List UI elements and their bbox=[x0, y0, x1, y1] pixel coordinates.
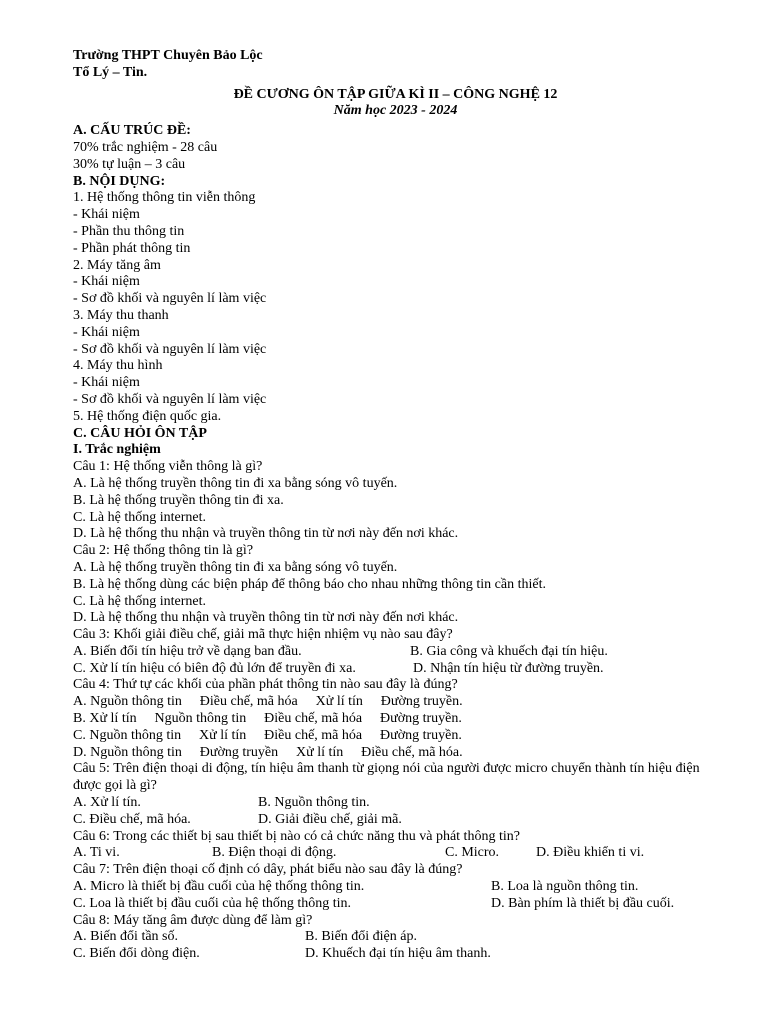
section-c-subheading: I. Trắc nghiệm bbox=[73, 442, 161, 458]
content-line: - Khái niệm bbox=[73, 324, 140, 340]
answer-option: B. Là hệ thống dùng các biện pháp để thông báo cho nhau những thông tin cần thiết. bbox=[73, 576, 546, 592]
answer-option: D. Điều khiển ti vi. bbox=[536, 845, 645, 861]
answer-option: A. Là hệ thống truyền thông tin đi xa bằng sóng vô tuyến. bbox=[73, 475, 398, 491]
answer-option: D. Khuếch đại tín hiệu âm thanh. bbox=[305, 946, 491, 962]
answer-option: D. Nhận tín hiệu từ đường truyền. bbox=[413, 660, 604, 676]
answer-option: A. Ti vi. bbox=[73, 845, 120, 861]
content-line: - Sơ đồ khối và nguyên lí làm việc bbox=[73, 391, 267, 407]
question-6: Câu 6: Trong các thiết bị sau thiết bị nào có cả chức năng thu và phát thông tin? bbox=[73, 828, 520, 844]
content-line: - Phần thu thông tin bbox=[73, 223, 185, 239]
answer-option: B. Gia công và khuếch đại tín hiệu. bbox=[410, 643, 608, 659]
question-5: Câu 5: Trên điện thoại di động, tín hiệu âm thanh từ giọng nói của người được micro chuyển thành tín hiệu điện được gọi là gì? bbox=[73, 761, 700, 794]
structure-line: 30% tự luận – 3 câu bbox=[73, 156, 186, 172]
question-2: Câu 2: Hệ thống thông tin là gì? bbox=[73, 543, 254, 559]
answer-option: B. Nguồn thông tin. bbox=[258, 795, 370, 811]
section-a-heading: A. CẤU TRÚC ĐỀ: bbox=[73, 123, 191, 139]
content-line: - Khái niệm bbox=[73, 207, 140, 223]
content-line: 3. Máy thu thanh bbox=[73, 307, 169, 323]
answer-option: A. Là hệ thống truyền thông tin đi xa bằng sóng vô tuyến. bbox=[73, 559, 398, 575]
content-line: 5. Hệ thống điện quốc gia. bbox=[73, 408, 222, 424]
answer-row bbox=[73, 845, 728, 862]
school-name: Trường THPT Chuyên Bảo Lộc bbox=[73, 48, 263, 63]
answer-option: B. Xử lí tín Nguồn thông tin Điều chế, mã hóa Đường truyền. bbox=[73, 711, 419, 727]
content-line: 4. Máy thu hình bbox=[73, 358, 163, 374]
question-1: Câu 1: Hệ thống viễn thông là gì? bbox=[73, 459, 263, 475]
department-name: Tổ Lý – Tin. bbox=[73, 64, 148, 80]
section-c-heading: C. CÂU HỎI ÔN TẬP bbox=[73, 425, 207, 441]
school-year: Năm học 2023 - 2024 bbox=[333, 103, 458, 119]
answer-option: D. Là hệ thống thu nhận và truyền thông tin từ nơi này đến nơi khác. bbox=[73, 526, 459, 542]
answer-option: D. Là hệ thống thu nhận và truyền thông tin từ nơi này đến nơi khác. bbox=[73, 610, 459, 626]
section-b-heading: B. NỘI DỤNG: bbox=[73, 173, 166, 189]
answer-row bbox=[73, 812, 728, 829]
answer-row bbox=[73, 879, 728, 896]
answer-option: A. Biến đổi tần số. bbox=[73, 929, 178, 945]
answer-option: C. Là hệ thống internet. bbox=[73, 509, 206, 525]
answer-option: A. Biến đổi tín hiệu trở về dạng ban đầu. bbox=[73, 643, 302, 659]
content-line: - Phần phát thông tin bbox=[73, 240, 191, 256]
answer-row bbox=[73, 946, 728, 963]
answer-option: C. Loa là thiết bị đầu cuối của hệ thống thông tin. bbox=[73, 895, 351, 911]
answer-option: D. Nguồn thông tin Đường truyền Xử lí tín Điều chế, mã hóa. bbox=[73, 744, 420, 760]
question-3: Câu 3: Khối giải điều chế, giải mã thực hiện nhiệm vụ nào sau đây? bbox=[73, 627, 453, 643]
answer-row bbox=[73, 795, 728, 812]
structure-line: 70% trắc nghiệm - 28 câu bbox=[73, 139, 218, 155]
content-line: 1. Hệ thống thông tin viễn thông bbox=[73, 190, 256, 206]
answer-option: B. Biến đổi điện áp. bbox=[305, 929, 417, 945]
answer-option: C. Micro. bbox=[445, 845, 500, 861]
answer-option: C. Xử lí tín hiệu có biên độ đủ lớn để truyền đi xa. bbox=[73, 660, 356, 676]
answer-option: A. Micro là thiết bị đầu cuối của hệ thống thông tin. bbox=[73, 879, 365, 895]
content-line: - Sơ đồ khối và nguyên lí làm việc bbox=[73, 341, 267, 357]
answer-row bbox=[73, 661, 728, 678]
answer-option: B. Điện thoại di động. bbox=[212, 845, 337, 861]
question-8: Câu 8: Máy tăng âm được dùng để làm gì? bbox=[73, 912, 313, 928]
answer-option: A. Nguồn thông tin Điều chế, mã hóa Xử lí tín Đường truyền. bbox=[73, 694, 420, 710]
answer-option: B. Loa là nguồn thông tin. bbox=[491, 879, 639, 895]
answer-option: D. Bàn phím là thiết bị đầu cuối. bbox=[491, 895, 675, 911]
answer-option: C. Điều chế, mã hóa. bbox=[73, 811, 191, 827]
answer-row bbox=[73, 896, 728, 913]
answer-option: C. Nguồn thông tin Xử lí tín Điều chế, mã hóa Đường truyền. bbox=[73, 727, 419, 743]
document-title: ĐỀ CƯƠNG ÔN TẬP GIỮA KÌ II – CÔNG NGHỆ 12 bbox=[233, 86, 558, 102]
content-line: 2. Máy tăng âm bbox=[73, 257, 161, 273]
question-4: Câu 4: Thứ tự các khối của phần phát thông tin nào sau đây là đúng? bbox=[73, 677, 458, 693]
answer-option: C. Biến đổi dòng điện. bbox=[73, 946, 200, 962]
answer-option: C. Là hệ thống internet. bbox=[73, 593, 206, 609]
content-line: - Sơ đồ khối và nguyên lí làm việc bbox=[73, 291, 267, 307]
question-7: Câu 7: Trên điện thoại cố định có dây, phát biểu nào sau đây là đúng? bbox=[73, 862, 463, 878]
content-line: - Khái niệm bbox=[73, 274, 140, 290]
answer-option: D. Giải điều chế, giải mã. bbox=[258, 811, 402, 827]
answer-option: A. Xử lí tín. bbox=[73, 795, 141, 811]
answer-option: B. Là hệ thống truyền thông tin đi xa. bbox=[73, 492, 284, 508]
content-line: - Khái niệm bbox=[73, 375, 140, 391]
answer-row bbox=[73, 929, 728, 946]
answer-row bbox=[73, 644, 728, 661]
